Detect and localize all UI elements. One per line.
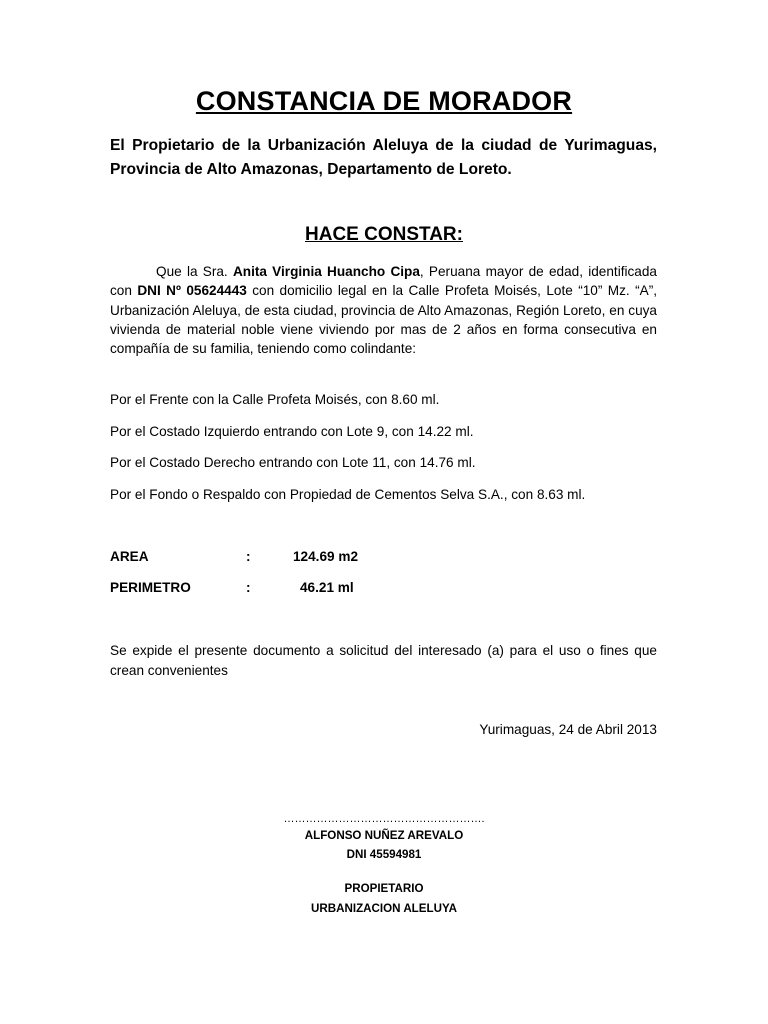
boundary-back: Por el Fondo o Respaldo con Propiedad de Cementos Selva S.A., con 8.63 ml. [110, 487, 586, 502]
perimeter-separator: : [246, 580, 251, 595]
body-paragraph [110, 262, 657, 358]
issue-date: Yurimaguas, 24 de Abril 2013 [479, 722, 657, 737]
signer-name: ALFONSO NUÑEZ AREVALO [304, 829, 464, 842]
signer-role: PROPIETARIO [344, 882, 424, 895]
body-text-1: Que la Sra. [156, 264, 233, 279]
boundary-right: Por el Costado Derecho entrando con Lote 11, con 14.76 ml. [110, 455, 476, 470]
resident-dni: DNI Nº 05624443 [137, 283, 247, 299]
document-title: CONSTANCIA DE MORADOR [195, 86, 573, 116]
body-text-3: con domicilio legal en la Calle Profeta Moisés, Lote “10” Mz. “A”, Urbanización Aleluya, de esta ciudad, provincia de Alto Amazonas, Región Loreto, en cuya vivienda de material noble viene viviendo por mas de 2 años en forma consecutiva en compañía de su familia, teniendo como colindante: [110, 283, 657, 357]
area-value: 124.69 m2 [293, 549, 359, 564]
signature-line: ………………………………………………. [283, 813, 485, 825]
section-heading: HACE CONSTAR: [305, 224, 463, 245]
perimeter-value: 46.21 ml [300, 580, 354, 595]
boundary-front: Por el Frente con la Calle Profeta Moisés, con 8.60 ml. [110, 392, 440, 407]
intro-paragraph: El Propietario de la Urbanización Aleluya de la ciudad de Yurimaguas, Provincia de Alto Amazonas, Departamento de Loreto. [110, 137, 657, 178]
perimeter-label: PERIMETRO [110, 580, 191, 595]
body-text-2: , Peruana mayor de edad, identificada con [110, 264, 657, 299]
area-separator: : [246, 549, 251, 564]
closing-paragraph: Se expide el presente documento a solicitud del interesado (a) para el uso o fines que crean convenientes [110, 643, 657, 678]
signer-organization: URBANIZACION ALELUYA [311, 902, 457, 915]
resident-name: Anita Virginia Huancho Cipa [232, 264, 420, 279]
area-label: AREA [110, 549, 149, 564]
signer-dni: DNI 45594981 [346, 848, 422, 861]
boundary-left: Por el Costado Izquierdo entrando con Lote 9, con 14.22 ml. [110, 424, 474, 439]
